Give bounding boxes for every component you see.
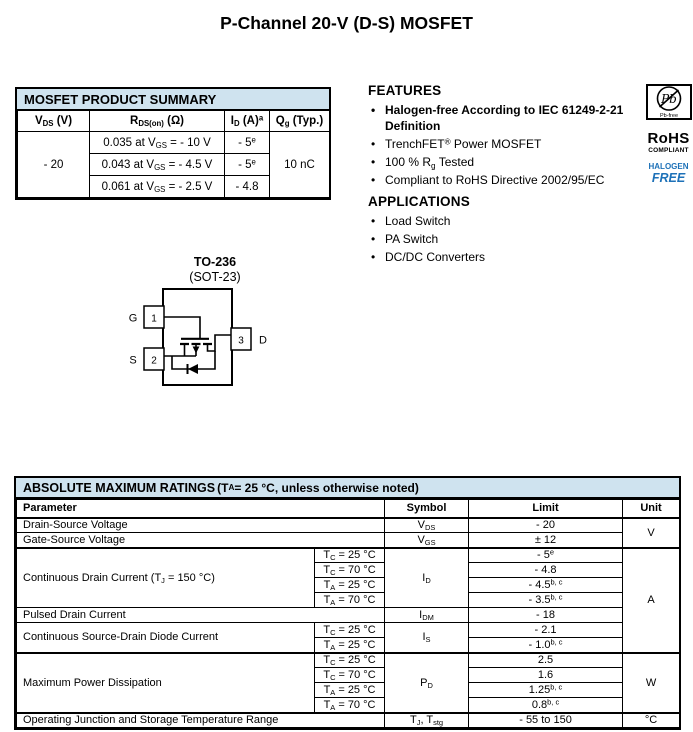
feature-halogen-free: • Halogen-free According to IEC 61249-2-21 Definition	[368, 103, 648, 134]
svg-text:Pb-free: Pb-free	[659, 113, 678, 119]
gate-label: G	[128, 312, 138, 325]
compliant-label: COMPLIANT	[648, 147, 689, 154]
amr-header-row	[17, 500, 680, 518]
svg-text:3: 3	[238, 335, 244, 347]
drain-label: D	[259, 334, 267, 347]
amr-row-is-ta25: $T_A = 25$ °C - 1.0$^{b, c}$	[17, 638, 680, 653]
features-heading: FEATURES	[368, 83, 442, 98]
amr-row-pd-ta70: $T_A = 70$ °C 0.8$^{b, c}$	[17, 698, 680, 713]
application-dcdc: • DC/DC Converters	[368, 250, 648, 266]
amr-row-pd-ta25: $T_A = 25$ °C 1.25$^{b, c}$	[17, 683, 680, 698]
amr-row-vgs: Gate-Source Voltage $V_{GS}$ ± 12	[17, 533, 680, 548]
amr-table-title: ABSOLUTE MAXIMUM RATINGS (T A = 25 °C, unless otherwise noted)	[16, 478, 679, 499]
amr-row-is-tc25: Continuous Source-Drain Diode Current $T_C = 25$ °C $I_S$ - 2.1	[17, 623, 680, 638]
summary-col-id: $I_D$ $(A)^a$	[225, 111, 270, 132]
summary-rds-1: 0.035 at $V_{GS}$ = - 10 V	[90, 132, 225, 154]
package-pinout-diagram	[125, 286, 285, 392]
summary-col-vds: $V_{DS}$ (V)	[18, 111, 90, 132]
amr-row-pd-tc25: Maximum Power Dissipation $T_C = 25$ °C $P_D$ 2.5 W	[17, 653, 680, 668]
page-title: P-Channel 20-V (D-S) MOSFET	[220, 13, 473, 33]
amr-row-idm: Pulsed Drain Current $I_{DM}$ - 18	[17, 608, 680, 623]
summary-id-1: - 5e	[225, 132, 270, 154]
amr-row-pd-tc70: $T_C = 70$ °C 1.6	[17, 668, 680, 683]
rohs-label: RoHS	[647, 130, 690, 147]
summary-row-1	[18, 132, 330, 154]
halogen-label: HALOGEN	[648, 162, 689, 171]
feature-trenchfet: • TrenchFET® Power MOSFET	[368, 137, 648, 153]
summary-rds-3: 0.061 at $V_{GS}$ = - 2.5 V	[90, 176, 225, 198]
summary-vds-value: - 20	[18, 132, 90, 198]
applications-heading: APPLICATIONS	[368, 194, 470, 209]
application-pa-switch: • PA Switch	[368, 232, 648, 248]
amr-row-id-tc70: $T_C = 70$ °C - 4.8	[17, 563, 680, 578]
application-load-switch: • Load Switch	[368, 214, 648, 230]
amr-row-id-ta25: $T_A = 25$ °C - 4.5$^{b, c}$	[17, 578, 680, 593]
pchannel-arrow	[193, 347, 200, 354]
summary-header-row	[18, 111, 330, 132]
amr-row-id-tc25: Continuous Drain Current ($T_J = 150$ °C) $T_C = 25$ °C $I_D$ - 5e A	[17, 548, 680, 563]
body-diode-icon	[188, 364, 199, 374]
mosfet-symbol	[164, 317, 231, 369]
summary-rds-2: 0.043 at $V_{GS}$ = - 4.5 V	[90, 154, 225, 176]
feature-rg-tested: • 100 % $R_g$ Tested	[368, 155, 648, 171]
amr-col-symbol: Symbol	[385, 500, 469, 518]
summary-col-rds: $R_{DS(on)}$ (Ω)	[90, 111, 225, 132]
summary-col-qg: $Q_g$ (Typ.)	[270, 111, 330, 132]
source-label: S	[129, 354, 137, 367]
amr-row-id-ta70: $T_A = 70$ °C - 3.5$^{b, c}$	[17, 593, 680, 608]
compliance-badges	[644, 84, 693, 185]
summary-qg-value: 10 nC	[270, 132, 330, 198]
absolute-maximum-ratings-table	[14, 476, 681, 730]
pb-free-icon	[646, 84, 692, 120]
svg-text:2: 2	[151, 355, 157, 367]
applications-section	[368, 194, 648, 268]
mosfet-product-summary-table	[15, 87, 331, 200]
amr-col-parameter: Parameter	[17, 500, 385, 518]
amr-col-unit: Unit	[623, 500, 680, 518]
svg-text:Pb: Pb	[660, 92, 677, 106]
svg-text:1: 1	[151, 313, 157, 325]
amr-row-tj: Operating Junction and Storage Temperature Range $T_J$, $T_{stg}$ - 55 to 150 °C	[17, 713, 680, 728]
halogen-free-label: FREE	[651, 171, 686, 185]
amr-col-limit: Limit	[469, 500, 623, 518]
features-section	[368, 83, 648, 191]
summary-id-3: - 4.8	[225, 176, 270, 198]
amr-row-vds: Drain-Source Voltage $V_{DS}$ - 20 V	[17, 518, 680, 533]
package-title	[130, 255, 300, 285]
package-alt-name: (SOT-23)	[189, 270, 241, 284]
package-name: TO-236	[193, 255, 237, 269]
summary-table-title: MOSFET PRODUCT SUMMARY	[17, 89, 329, 110]
summary-id-2: - 5e	[225, 154, 270, 176]
feature-rohs: • Compliant to RoHS Directive 2002/95/EC	[368, 173, 648, 189]
